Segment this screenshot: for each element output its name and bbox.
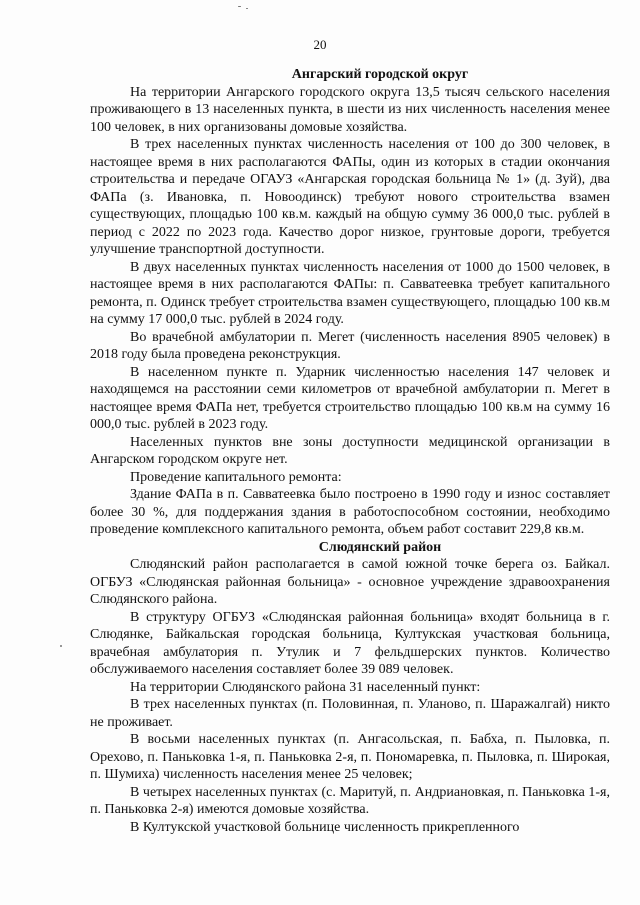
paragraph: Слюдянский район располагается в самой южной точке берега оз. Байкал. ОГБУЗ «Слюдянская районная больница» - основное учреждение здравоохранения Слюдянского района. bbox=[90, 557, 610, 607]
page-number: 20 bbox=[313, 37, 327, 52]
scan-speck bbox=[60, 645, 62, 647]
paragraph: В трех населенных пунктах (п. Половинная, п. Уланово, п. Шаражалгай) никто не проживает. bbox=[90, 697, 610, 730]
scan-speck bbox=[246, 8, 248, 9]
paragraph: На территории Слюдянского района 31 населенный пункт: bbox=[130, 679, 481, 695]
section-title-angarsk: Ангарский городской округ bbox=[291, 67, 469, 82]
paragraph: В структуру ОГБУЗ «Слюдянская районная больница» входят больница в г. Слюдянке, Байкальская городская больница, Култукская участковая больница, врачебная амбулатория п. Утулик и 7 фельдшерских пунктов. Количество обслуживаемого населения составляет более 39 089 человек. bbox=[90, 609, 610, 677]
paragraph: В четырех населенных пунктах (с. Маритуй, п. Андриановкая, п. Паньковка 1-я, п. Паньковка 2-я) имеются домовые хозяйства. bbox=[90, 784, 610, 817]
paragraph: Проведение капитального ремонта: bbox=[130, 469, 342, 485]
paragraph: Населенных пунктов вне зоны доступности медицинской организации в Ангарском городском округе нет. bbox=[90, 434, 610, 467]
paragraph: На территории Ангарского городского округа 13,5 тысяч сельского населения проживающего в 13 населенных пункта, в шести из них численность населения менее 100 человек, в них организованы домовые хозяйства. bbox=[90, 84, 610, 135]
paragraph: В Култукской участковой больнице численность прикрепленного bbox=[130, 819, 520, 835]
paragraph: Во врачебной амбулатории п. Мегет (численность населения 8905 человек) в 2018 году была проведена реконструкция. bbox=[90, 329, 610, 362]
document-body bbox=[90, 66, 610, 836]
paragraph: В населенном пункте п. Ударник численностью населения 147 человек и находящемся на расстоянии семи километров от врачебной амбулатории п. Мегет в настоящее время ФАПа нет, требуется строительство площадью 100 кв.м на сумму 16 000,0 тыс. рублей в 2023 году. bbox=[90, 364, 610, 432]
paragraph: В восьми населенных пунктах (п. Ангасольская, п. Бабха, п. Пыловка, п. Орехово, п. Паньковка 1-я, п. Паньковка 2-я, п. Пономаревка, п. Пыловка, п. Широкая, п. Шумиха) численность населения менее 25 человек; bbox=[90, 732, 610, 782]
paragraph: В двух населенных пунктах численность населения от 1000 до 1500 человек, в настоящее время в них располагаются ФАПы: п. Савватеевка требует капитального ремонта, п. Одинск требует строительства взамен существующего, площадью 100 кв.м на сумму 17 000,0 тыс. рублей в 2024 году. bbox=[90, 259, 610, 327]
paragraph: В трех населенных пунктах численность населения от 100 до 300 человек, в настоящее время в них располагаются ФАПы, один из которых в стадии окончания строительства и передаче ОГАУЗ «Ангарская городская больница № 1» (д. Зуй), два ФАПа (з. Ивановка, п. Новоодинск) требуют нового строительства взамен существующих, площадью 100 кв.м. каждый на общую сумму 36 000,0 тыс. рублей в период с 2022 по 2023 года. Качество дорог низкое, грунтовые дороги, требуется улучшение транспортной доступности. bbox=[90, 137, 610, 257]
section-title-slyudyanka: Слюдянский район bbox=[318, 539, 442, 555]
scan-speck bbox=[238, 6, 241, 7]
paragraph: Здание ФАПа в п. Савватеевка было построено в 1990 году и износ составляет более 30 %, для поддержания здания в работоспособном состоянии, необходимо проведение комплексного капитального ремонта, объем работ составит 229,8 кв.м. bbox=[90, 487, 610, 537]
